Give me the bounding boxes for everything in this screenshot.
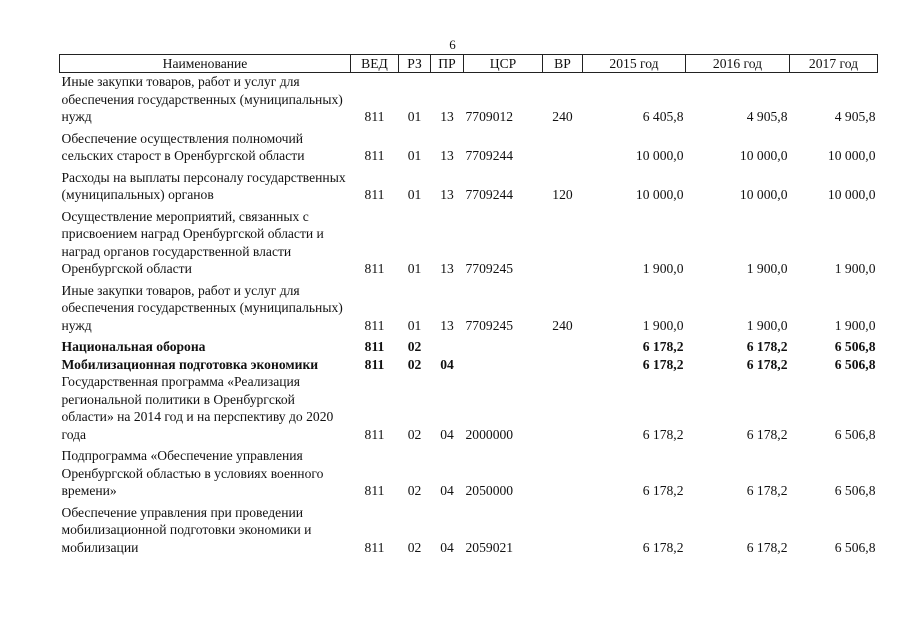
row-amount-2017: 6 506,8	[834, 356, 876, 372]
row-ved: 811	[364, 261, 385, 276]
row-pr: 13	[440, 261, 454, 276]
row-rz: 01	[407, 317, 422, 333]
column-header-2015: 2015 год	[583, 55, 686, 73]
column-header-ved: ВЕД	[351, 55, 399, 73]
row-name: Иные закупки товаров, работ и услуг для обеспечения государственных (муниципальных) нужд	[61, 282, 343, 333]
row-ved: 811	[364, 317, 385, 333]
row-rz: 01	[407, 109, 422, 124]
row-pr: 13	[440, 317, 454, 333]
row-name: Национальная оборона	[61, 339, 206, 354]
row-amount-2017: 6 506,8	[834, 339, 876, 354]
row-pr: 13	[440, 187, 454, 202]
row-amount-2017: 1 900,0	[834, 317, 876, 333]
row-amount-2015: 1 900,0	[642, 317, 684, 333]
row-amount-2017: 4 905,8	[834, 109, 876, 124]
row-ved: 811	[364, 339, 385, 354]
row-pr: 04	[440, 356, 454, 372]
row-name: Государственная программа «Реализация региональной политики в Оренбургской области» на 2014 год и на перспективу до 2020 года	[61, 374, 334, 442]
row-csr: 7709245	[465, 317, 514, 333]
row-rz: 02	[407, 356, 422, 372]
row-name: Осуществление мероприятий, связанных с присвоением наград Оренбургской области и наград органов государственной власти Оренбургской области	[61, 208, 324, 276]
row-vr	[543, 130, 583, 169]
row-amount-2017: 1 900,0	[834, 261, 876, 276]
table-header-row	[60, 55, 878, 73]
row-amount-2016: 6 178,2	[746, 339, 788, 354]
row-amount-2015: 10 000,0	[635, 187, 684, 202]
row-rz: 01	[407, 148, 422, 163]
table-row	[60, 447, 878, 504]
column-header-rz: РЗ	[399, 55, 431, 73]
row-amount-2017: 6 506,8	[834, 539, 876, 555]
column-header-csr: ЦСР	[464, 55, 543, 73]
row-pr: 04	[440, 483, 454, 498]
row-ved: 811	[364, 539, 385, 555]
column-header-name: Наименование	[60, 55, 351, 73]
row-pr: 13	[440, 109, 454, 124]
row-ved: 811	[364, 426, 385, 442]
page-number: 6	[449, 37, 456, 52]
row-name: Обеспечение управления при проведении мобилизационной подготовки экономики и мобилизации	[61, 504, 312, 555]
table-row	[60, 169, 878, 208]
row-rz: 02	[407, 339, 422, 354]
row-amount-2015: 1 900,0	[642, 261, 684, 276]
row-name: Иные закупки товаров, работ и услуг для обеспечения государственных (муниципальных) нужд	[61, 74, 343, 124]
row-rz: 02	[407, 539, 422, 555]
row-vr: 120	[552, 187, 573, 202]
row-rz: 02	[407, 426, 422, 442]
table-row	[60, 73, 878, 130]
row-csr: 7709244	[465, 187, 514, 202]
row-amount-2016: 6 178,2	[746, 483, 788, 498]
row-csr	[464, 356, 543, 374]
table-row	[60, 373, 878, 447]
row-amount-2016: 6 178,2	[746, 356, 788, 372]
row-amount-2015: 6 178,2	[642, 339, 684, 354]
row-rz: 02	[407, 483, 422, 498]
row-rz: 01	[407, 261, 422, 276]
row-vr	[543, 208, 583, 282]
row-csr: 7709244	[465, 148, 514, 163]
row-vr	[543, 356, 583, 374]
row-csr: 2059021	[465, 539, 514, 555]
row-vr	[543, 338, 583, 356]
row-amount-2015: 10 000,0	[635, 148, 684, 163]
row-amount-2015: 6 178,2	[642, 426, 684, 442]
row-amount-2017: 10 000,0	[827, 187, 876, 202]
row-csr	[464, 338, 543, 356]
table-row	[60, 356, 878, 374]
row-pr: 04	[440, 426, 454, 442]
row-name: Расходы на выплаты персоналу государственных (муниципальных) органов	[61, 169, 346, 202]
row-amount-2016: 1 900,0	[746, 261, 788, 276]
row-vr	[543, 447, 583, 504]
row-vr	[543, 504, 583, 561]
row-amount-2015: 6 405,8	[642, 109, 684, 124]
row-ved: 811	[364, 187, 385, 202]
table-row	[60, 208, 878, 282]
row-csr: 2050000	[465, 483, 514, 498]
row-csr: 7709012	[465, 109, 514, 124]
row-name: Обеспечение осуществления полномочий сельских старост в Оренбургской области	[61, 130, 305, 163]
budget-table	[59, 54, 878, 560]
table-row	[60, 504, 878, 561]
row-pr: 13	[440, 148, 454, 163]
row-amount-2017: 6 506,8	[834, 426, 876, 442]
row-amount-2016: 10 000,0	[739, 187, 788, 202]
row-csr: 2000000	[465, 426, 514, 442]
row-amount-2017: 6 506,8	[834, 483, 876, 498]
row-rz: 01	[407, 187, 422, 202]
row-amount-2017: 10 000,0	[827, 148, 876, 163]
row-ved: 811	[364, 356, 385, 372]
row-name: Мобилизационная подготовка экономики	[61, 356, 319, 372]
column-header-2017: 2017 год	[790, 55, 878, 73]
row-amount-2015: 6 178,2	[642, 356, 684, 372]
column-header-pr: ПР	[431, 55, 464, 73]
row-name: Подпрограмма «Обеспечение управления Оренбургской областью в условиях военного времени»	[61, 448, 324, 498]
row-amount-2016: 1 900,0	[746, 317, 788, 333]
row-amount-2015: 6 178,2	[642, 539, 684, 555]
row-vr: 240	[552, 109, 573, 124]
table-row	[60, 130, 878, 169]
row-amount-2016: 4 905,8	[746, 109, 788, 124]
table-row	[60, 282, 878, 339]
table-body	[60, 73, 878, 561]
row-vr: 240	[552, 317, 573, 333]
row-vr	[543, 373, 583, 447]
row-pr	[431, 338, 464, 356]
row-pr: 04	[440, 539, 454, 555]
row-csr: 7709245	[465, 261, 514, 276]
column-header-vr: ВР	[543, 55, 583, 73]
column-header-2016: 2016 год	[686, 55, 790, 73]
row-amount-2016: 6 178,2	[746, 426, 788, 442]
row-ved: 811	[364, 148, 385, 163]
row-amount-2015: 6 178,2	[642, 483, 684, 498]
row-ved: 811	[364, 483, 385, 498]
row-ved: 811	[364, 109, 385, 124]
table-row	[60, 338, 878, 356]
row-amount-2016: 6 178,2	[746, 539, 788, 555]
row-amount-2016: 10 000,0	[739, 148, 788, 163]
